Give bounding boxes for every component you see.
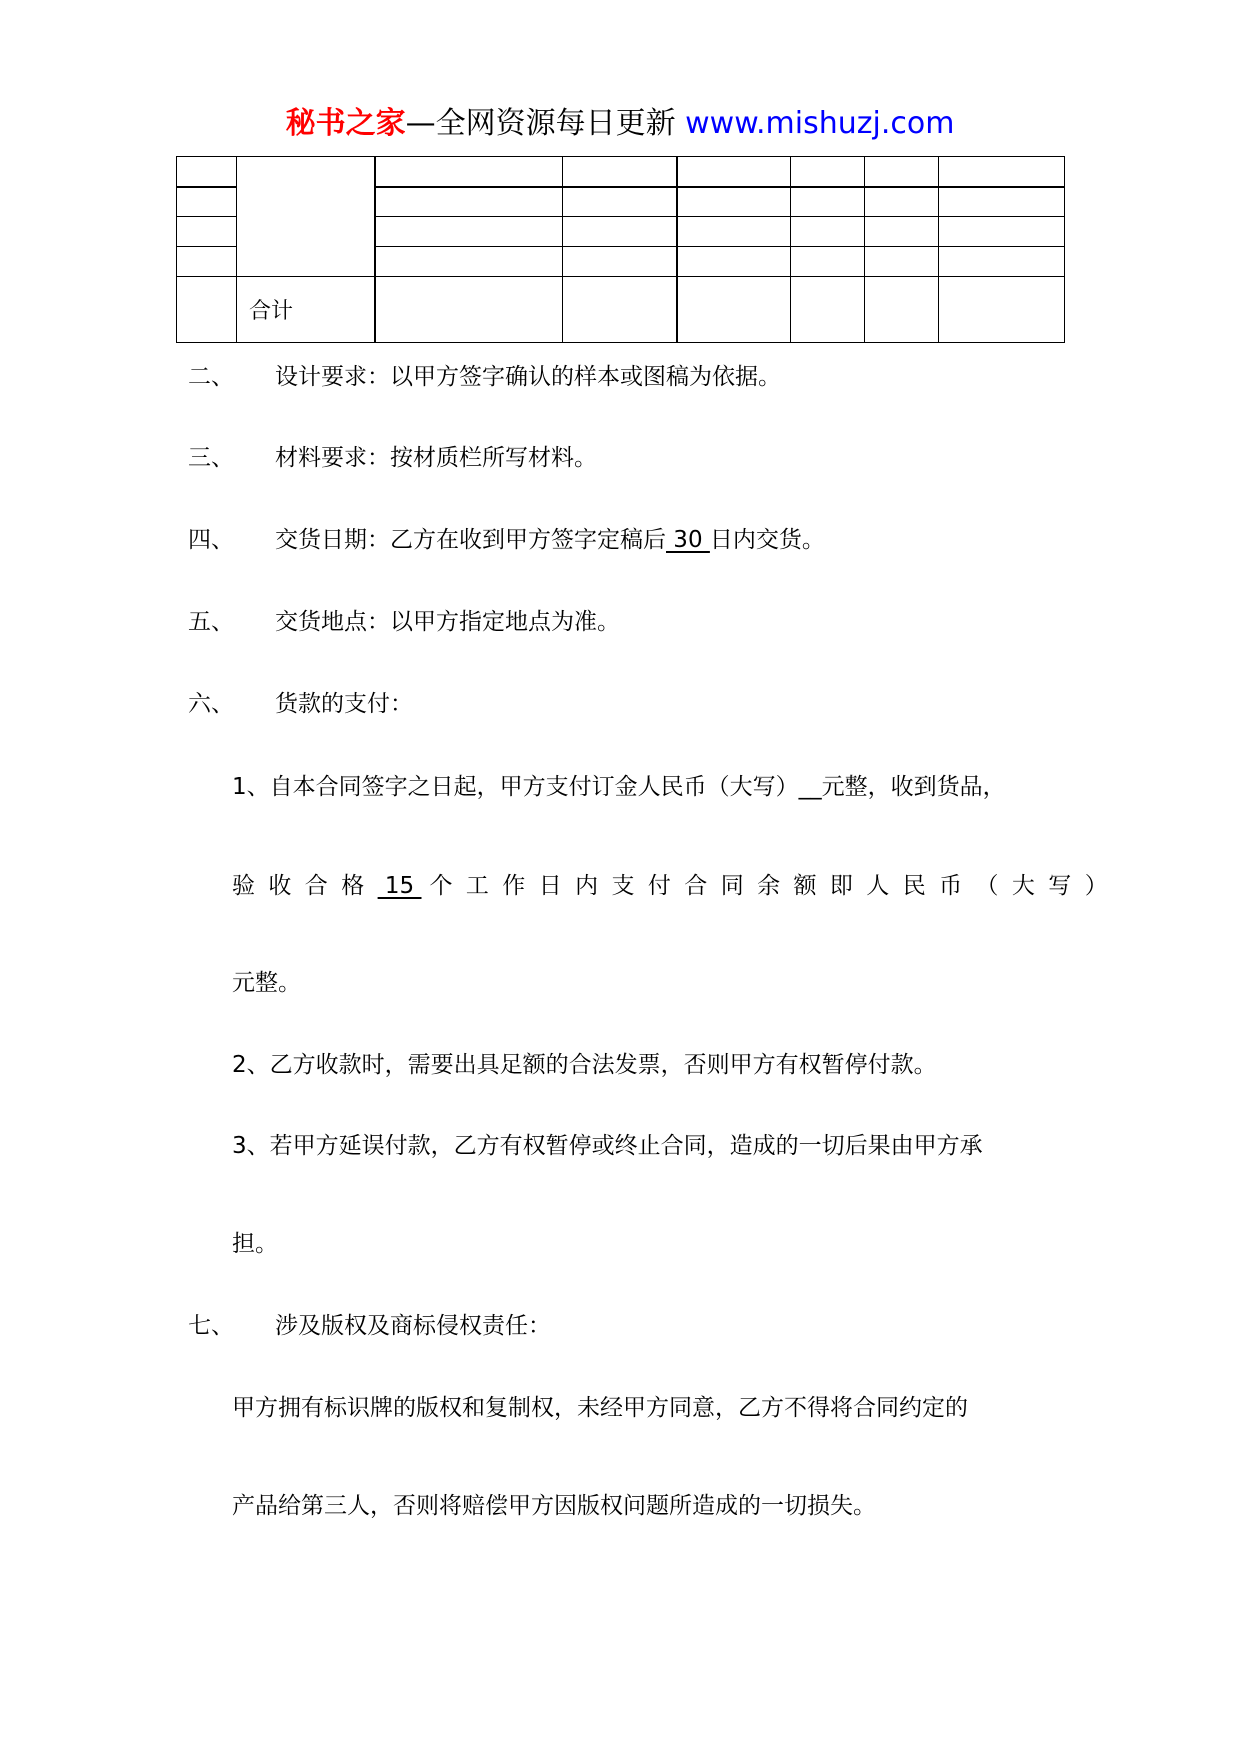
- section-number: 三、: [188, 445, 234, 471]
- table-cell: [375, 157, 563, 187]
- section-number: 二、: [188, 364, 234, 390]
- table-cell: [677, 217, 791, 247]
- table-cell: [865, 217, 939, 247]
- text-after: 日内交货。: [709, 527, 825, 553]
- table-cell: [791, 187, 865, 217]
- copyright-line-2: 产品给第三人，否则将赔偿甲方因版权问题所造成的一切损失。: [232, 1493, 876, 1519]
- table-cell: [375, 217, 563, 247]
- payment-item-2: 2、乙方收款时，需要出具足额的合法发票，否则甲方有权暂停付款。: [232, 1052, 937, 1078]
- table-cell: [939, 217, 1065, 247]
- table-cell: [177, 187, 237, 217]
- table-row-total: [177, 277, 1065, 343]
- table-cell: [791, 157, 865, 187]
- section-number: 七、: [188, 1313, 234, 1339]
- section-text: 交货地点：以甲方指定地点为准。: [275, 609, 620, 635]
- delivery-days-value: 30: [666, 527, 710, 553]
- table-cell: [791, 277, 865, 343]
- table-cell: [865, 157, 939, 187]
- section-number: 六、: [188, 691, 234, 717]
- section-text: [275, 523, 825, 557]
- copyright-line-1: 甲方拥有标识牌的版权和复制权，未经甲方同意，乙方不得将合同约定的: [232, 1395, 968, 1421]
- table-cell: [563, 157, 677, 187]
- table-cell: [177, 247, 237, 277]
- section-text: 设计要求：以甲方签字确认的样本或图稿为依据。: [275, 364, 781, 390]
- header-slogan: —全网资源每日更新: [405, 106, 676, 141]
- table-cell: [177, 157, 237, 187]
- payment-item-1-line-2: [232, 869, 1121, 903]
- brand-name: 秘书之家: [285, 106, 406, 141]
- table-cell: [865, 247, 939, 277]
- table-cell: [677, 277, 791, 343]
- table-cell: [375, 277, 563, 343]
- table-cell: [677, 157, 791, 187]
- total-label: 合计: [237, 277, 375, 343]
- site-url-link[interactable]: www.mishuzj.com: [685, 106, 955, 141]
- payment-days-value: 15: [377, 873, 422, 899]
- table-cell: [563, 247, 677, 277]
- table-cell: [563, 277, 677, 343]
- section-text: 货款的支付：: [275, 691, 413, 717]
- table-cell: [939, 187, 1065, 217]
- table-cell: [939, 247, 1065, 277]
- table-cell: [791, 247, 865, 277]
- table-row: [177, 157, 1065, 187]
- table-cell: [177, 277, 237, 343]
- table-cell: [375, 187, 563, 217]
- payment-item-3-line-2: 担。: [232, 1231, 278, 1257]
- table-cell: [939, 157, 1065, 187]
- table-cell: [177, 217, 237, 247]
- table-cell: [677, 187, 791, 217]
- text-before: 交货日期：乙方在收到甲方签字定稿后: [275, 527, 666, 553]
- table-cell: [939, 277, 1065, 343]
- text-before: 验收合格: [232, 873, 378, 899]
- text-after: 个工作日内支付合同余额即人民币（大写）: [429, 873, 1122, 899]
- goods-table: [176, 156, 1065, 343]
- table-cell-merged: [237, 157, 375, 277]
- payment-item-1-line-1: 1、自本合同签字之日起，甲方支付订金人民币（大写）__元整，收到货品，: [232, 774, 1006, 800]
- section-text: 涉及版权及商标侵权责任：: [275, 1313, 551, 1339]
- table-cell: [677, 247, 791, 277]
- table-cell: [865, 277, 939, 343]
- table-cell: [563, 217, 677, 247]
- table-cell: [563, 187, 677, 217]
- payment-item-1-line-3: 元整。: [232, 970, 301, 996]
- payment-item-3-line-1: 3、若甲方延误付款，乙方有权暂停或终止合同，造成的一切后果由甲方承: [232, 1133, 983, 1159]
- table-cell: [375, 247, 563, 277]
- section-text: 材料要求：按材质栏所写材料。: [275, 445, 597, 471]
- table-cell: [791, 217, 865, 247]
- table-cell: [865, 187, 939, 217]
- section-number: 四、: [188, 527, 234, 553]
- site-header: [0, 102, 1240, 146]
- section-number: 五、: [188, 609, 234, 635]
